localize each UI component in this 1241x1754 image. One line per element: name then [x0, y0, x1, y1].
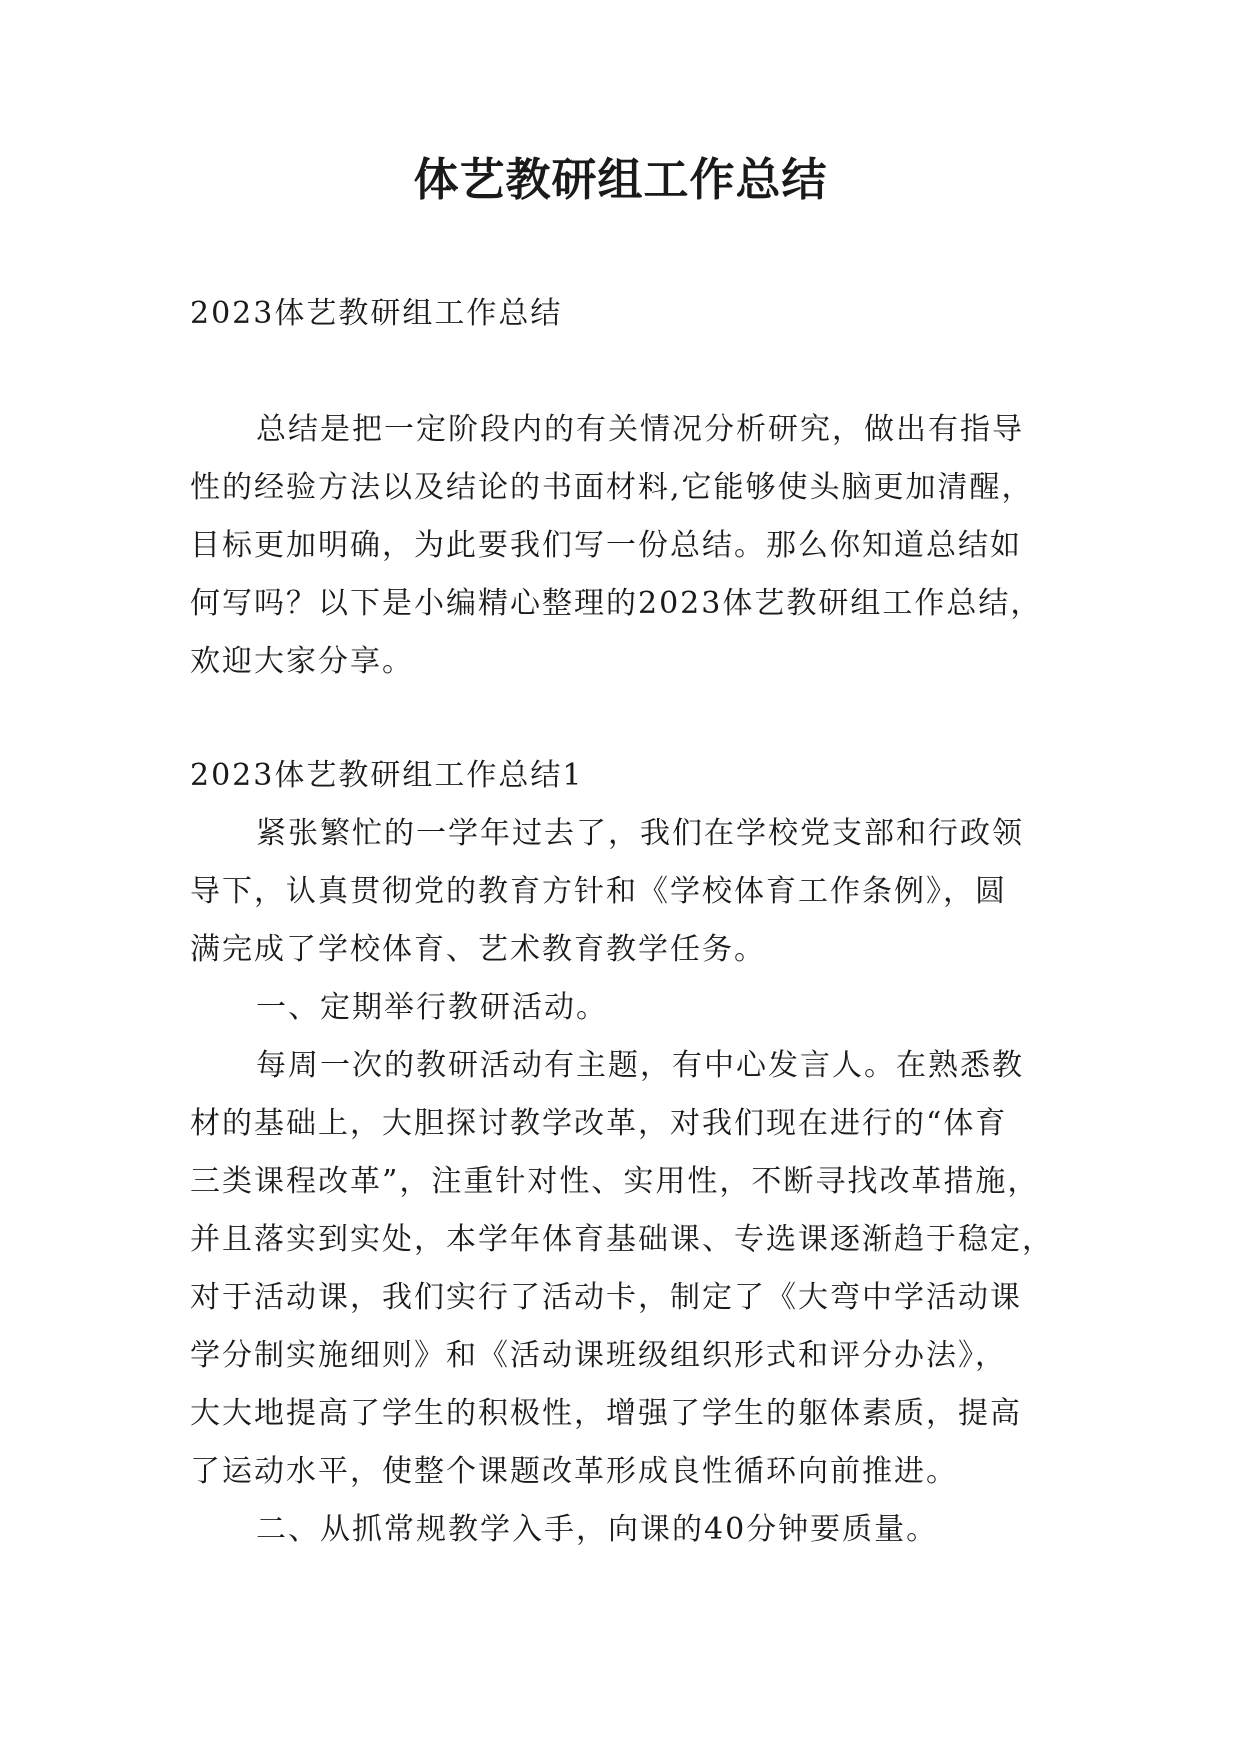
- section1-line-7: 三类课程改革”，注重针对性、实用性，不断寻找改革措施，: [190, 1164, 1040, 1199]
- section1-line-9: 对于活动课，我们实行了活动卡，制定了《大弯中学活动课: [190, 1280, 1022, 1315]
- document-subtitle: 2023体艺教研组工作总结: [190, 296, 563, 331]
- section1-heading-two: 二、从抓常规教学入手，向课的40分钟要质量。: [256, 1512, 939, 1547]
- document-title: 体艺教研组工作总结: [413, 153, 828, 206]
- section1-heading: 2023体艺教研组工作总结1: [190, 758, 584, 793]
- section1-line-5: 每周一次的教研活动有主题，有中心发言人。在熟悉教: [256, 1048, 1024, 1083]
- intro-line-1: 总结是把一定阶段内的有关情况分析研究，做出有指导: [256, 412, 1024, 447]
- section1-heading-one: 一、定期举行教研活动。: [256, 990, 608, 1025]
- intro-line-3: 目标更加明确，为此要我们写一份总结。那么你知道总结如: [190, 528, 1022, 563]
- section1-line-3: 满完成了学校体育、艺术教育教学任务。: [190, 932, 766, 967]
- section1-line-11: 大大地提高了学生的积极性，增强了学生的躯体素质，提高: [190, 1396, 1022, 1431]
- section1-line-1: 紧张繁忙的一学年过去了，我们在学校党支部和行政领: [256, 816, 1024, 851]
- intro-line-5: 欢迎大家分享。: [190, 644, 414, 679]
- section1-line-6: 材的基础上，大胆探讨教学改革，对我们现在进行的“体育: [190, 1106, 1008, 1141]
- intro-line-2: 性的经验方法以及结论的书面材料,它能够使头脑更加清醒，: [190, 470, 1034, 505]
- section1-line-12: 了运动水平，使整个课题改革形成良性循环向前推进。: [190, 1454, 958, 1489]
- section1-line-10: 学分制实施细则》和《活动课班级组织形式和评分办法》，: [190, 1338, 1007, 1373]
- section1-line-8: 并且落实到实处，本学年体育基础课、专选课逐渐趋于稳定，: [190, 1222, 1054, 1257]
- section1-line-2: 导下，认真贯彻党的教育方针和《学校体育工作条例》，圆: [190, 874, 1007, 909]
- intro-line-4: 何写吗？以下是小编精心整理的2023体艺教研组工作总结，: [190, 586, 1043, 621]
